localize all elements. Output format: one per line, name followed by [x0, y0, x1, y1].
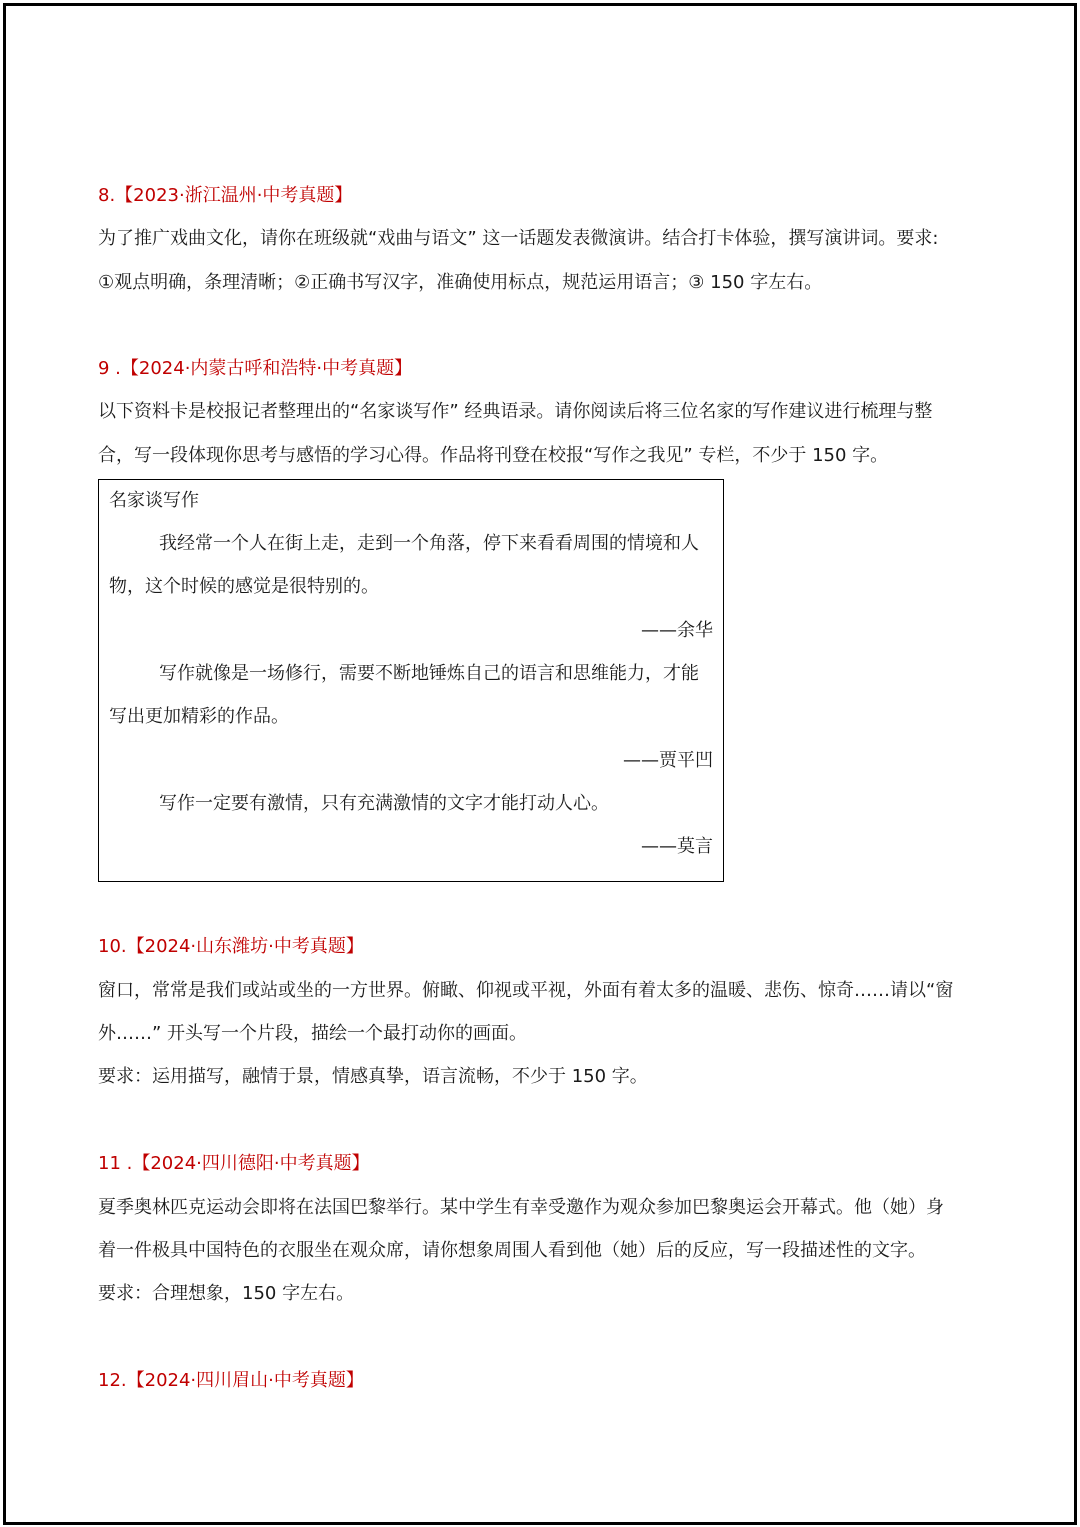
quote-1-author: ——余华	[641, 620, 713, 641]
quote-3-author: ——莫言	[641, 836, 713, 857]
quote-3-line-1: 写作一定要有激情，只有充满激情的文字才能打动人心。	[159, 793, 609, 814]
question-10-requirement: 要求：运用描写，融情于景，情感真挚，语言流畅，不少于 150 字。	[98, 1066, 648, 1087]
question-12-heading: 12.【2024·四川眉山·中考真题】	[98, 1370, 364, 1391]
quote-2-line-2: 写出更加精彩的作品。	[109, 706, 289, 727]
card-title: 名家谈写作	[109, 490, 199, 511]
question-9-line-1: 以下资料卡是校报记者整理出的“名家谈写作” 经典语录。请你阅读后将三位名家的写作建议进行梳理与整	[98, 401, 933, 422]
question-11-requirement: 要求：合理想象，150 字左右。	[98, 1283, 355, 1304]
question-11-line-1: 夏季奥林匹克运动会即将在法国巴黎举行。某中学生有幸受邀作为观众参加巴黎奥运会开幕式。他（她）身	[98, 1197, 944, 1218]
material-card	[98, 479, 724, 882]
question-10-line-2: 外……” 开头写一个片段，描绘一个最打动你的画面。	[98, 1023, 528, 1044]
question-8-heading: 8.【2023·浙江温州·中考真题】	[98, 185, 353, 206]
question-8-line-1: 为了推广戏曲文化，请你在班级就“戏曲与语文” 这一话题发表微演讲。结合打卡体验，撰写演讲词。要求:	[98, 228, 939, 249]
question-10-line-1: 窗口，常常是我们或站或坐的一方世界。俯瞰、仰视或平视，外面有着太多的温暖、悲伤、惊奇……请以“窗	[98, 980, 954, 1001]
question-9-heading: 9 .【2024·内蒙古呼和浩特·中考真题】	[98, 358, 413, 379]
question-11-line-2: 着一件极具中国特色的衣服坐在观众席，请你想象周围人看到他（她）后的反应，写一段描述性的文字。	[98, 1240, 926, 1261]
quote-1-line-1: 我经常一个人在街上走，走到一个角落，停下来看看周围的情境和人	[159, 533, 699, 554]
quote-2-author: ——贾平凹	[623, 750, 713, 771]
question-10-heading: 10.【2024·山东潍坊·中考真题】	[98, 936, 364, 957]
quote-2-line-1: 写作就像是一场修行，需要不断地锤炼自己的语言和思维能力，才能	[159, 663, 699, 684]
quote-1-line-2: 物，这个时候的感觉是很特别的。	[109, 576, 379, 597]
question-11-heading: 11 .【2024·四川德阳·中考真题】	[98, 1153, 370, 1174]
question-8-line-2: ①观点明确，条理清晰；②正确书写汉字，准确使用标点，规范运用语言；③ 150 字左右。	[98, 272, 823, 293]
question-9-line-2: 合，写一段体现你思考与感悟的学习心得。作品将刊登在校报“写作之我见” 专栏，不少于 150 字。	[98, 445, 889, 466]
